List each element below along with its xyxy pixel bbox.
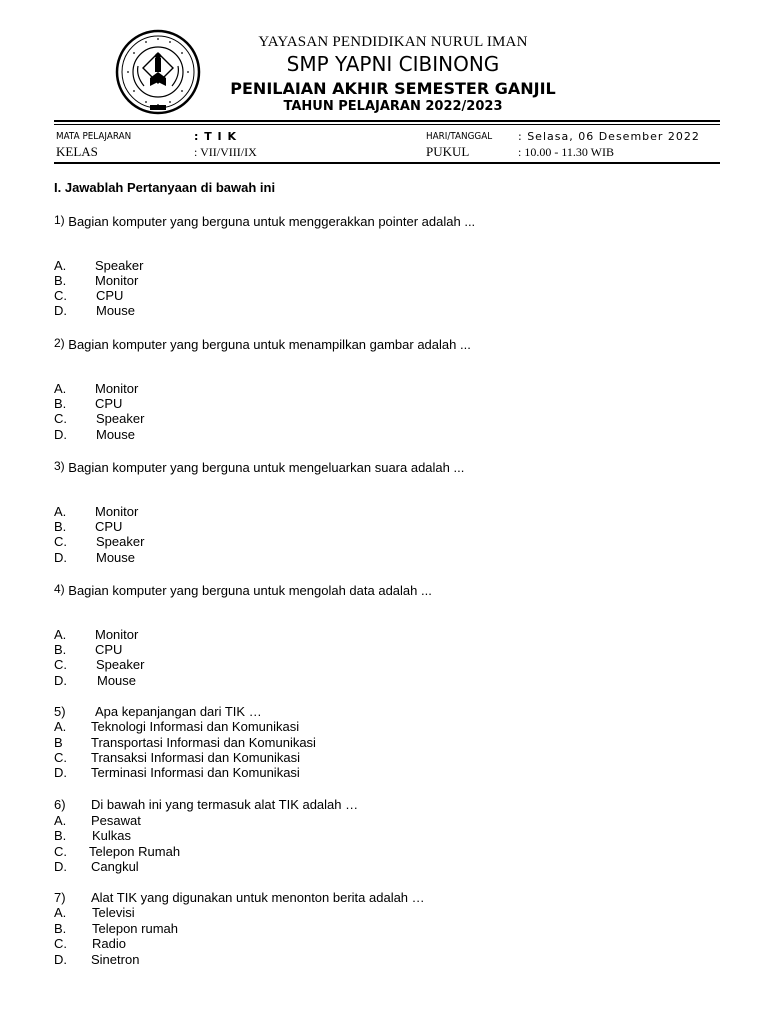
q5-option-c: Transaksi Informasi dan Komunikasi — [91, 750, 301, 765]
exam-title: PENILAIAN AKHIR SEMESTER GANJIL — [230, 79, 556, 98]
class-label: KELAS — [56, 144, 98, 159]
q6-option-b: Kulkas — [92, 828, 132, 843]
question-4: $^{4)}$ Bagian komputer yang berguna untuk mengolah data adalah ... — [54, 582, 432, 598]
q4-option-a: Monitor — [95, 627, 139, 642]
foundation-name: YAYASAN PENDIDIKAN NURUL IMAN — [258, 34, 528, 50]
q7-option-d: Sinetron — [91, 952, 140, 967]
q2-option-d: Mouse — [96, 427, 136, 442]
q3-option-c: Speaker — [96, 534, 145, 549]
q5-option-d-letter: D. — [54, 765, 67, 780]
q2-option-b: CPU — [95, 396, 123, 411]
q5-option-d: Terminasi Informasi dan Komunikasi — [91, 765, 300, 780]
subject-value: : T I K — [194, 130, 238, 143]
q3-option-c-letter: C. — [54, 534, 67, 549]
q6-option-b-letter: B. — [54, 828, 67, 843]
academic-year: TAHUN PELAJARAN 2022/2023 — [283, 99, 503, 114]
q6-option-a-letter: A. — [54, 813, 67, 828]
q1-option-d-letter: D. — [54, 303, 67, 318]
q4-option-b: CPU — [95, 642, 123, 657]
q4-option-d-letter: D. — [54, 673, 67, 688]
info-rule — [54, 162, 720, 164]
header-rule — [54, 120, 720, 125]
question-1: $^{1)}$ Bagian komputer yang berguna untuk menggerakkan pointer adalah ... — [54, 213, 476, 229]
q1-option-b-letter: B. — [54, 273, 67, 288]
q2-option-b-letter: B. — [54, 396, 67, 411]
question-7: Alat TIK yang digunakan untuk menonton berita adalah … — [91, 890, 425, 905]
q6-option-d-letter: D. — [54, 859, 67, 874]
q6-option-a: Pesawat — [91, 813, 141, 828]
q2-option-a: Monitor — [95, 381, 139, 396]
q3-option-a-letter: A. — [54, 504, 67, 519]
question-6-number: 6) — [54, 797, 66, 812]
q7-option-b-letter: B. — [54, 921, 67, 936]
q2-option-d-letter: D. — [54, 427, 67, 442]
q3-option-a: Monitor — [95, 504, 139, 519]
q1-option-a-letter: A. — [54, 258, 67, 273]
q7-option-c: Radio — [92, 936, 126, 951]
q1-option-d: Mouse — [96, 303, 136, 318]
q3-option-b-letter: B. — [54, 519, 67, 534]
q7-option-a-letter: A. — [54, 905, 67, 920]
class-value: : VII/VIII/IX — [194, 145, 257, 159]
q5-option-b: Transportasi Informasi dan Komunikasi — [91, 735, 316, 750]
subject-label: MATA PELAJARAN — [56, 131, 132, 142]
date-label: HARI/TANGGAL — [426, 131, 493, 142]
q4-option-d: Mouse — [97, 673, 137, 688]
q7-option-d-letter: D. — [54, 952, 67, 967]
q4-option-c: Speaker — [96, 657, 145, 672]
q7-option-c-letter: C. — [54, 936, 67, 951]
q2-option-c: Speaker — [96, 411, 145, 426]
date-value: : Selasa, 06 Desember 2022 — [518, 130, 700, 143]
q2-option-c-letter: C. — [54, 411, 67, 426]
q5-option-a-letter: A. — [54, 719, 67, 734]
question-6: Di bawah ini yang termasuk alat TIK adalah … — [91, 797, 359, 812]
q6-option-c-letter: C. — [54, 844, 67, 859]
time-value: : 10.00 - 11.30 WIB — [518, 145, 614, 159]
question-2: $^{2)}$ Bagian komputer yang berguna untuk menampilkan gambar adalah ... — [54, 336, 471, 352]
q5-option-b-letter: B — [54, 735, 63, 750]
question-7-number: 7) — [54, 890, 66, 905]
q3-option-b: CPU — [95, 519, 123, 534]
q6-option-c: Telepon Rumah — [89, 844, 181, 859]
question-5: Apa kepanjangan dari TIK … — [95, 704, 262, 719]
time-label: PUKUL — [426, 144, 470, 159]
q4-option-c-letter: C. — [54, 657, 67, 672]
q5-option-c-letter: C. — [54, 750, 67, 765]
q6-option-d: Cangkul — [91, 859, 139, 874]
school-logo — [114, 28, 202, 116]
q3-option-d: Mouse — [96, 550, 136, 565]
q5-option-a: Teknologi Informasi dan Komunikasi — [91, 719, 300, 734]
q7-option-a: Televisi — [92, 905, 135, 920]
q7-option-b: Telepon rumah — [92, 921, 178, 936]
question-5-number: 5) — [54, 704, 66, 719]
q4-option-b-letter: B. — [54, 642, 67, 657]
q4-option-a-letter: A. — [54, 627, 67, 642]
q2-option-a-letter: A. — [54, 381, 67, 396]
q1-option-c-letter: C. — [54, 288, 67, 303]
q1-option-c: CPU — [96, 288, 124, 303]
q1-option-b: Monitor — [95, 273, 139, 288]
q3-option-d-letter: D. — [54, 550, 67, 565]
section-title: I. Jawablah Pertanyaan di bawah ini — [54, 180, 276, 195]
question-3: $^{3)}$ Bagian komputer yang berguna untuk mengeluarkan suara adalah ... — [54, 459, 465, 475]
q1-option-a: Speaker — [95, 258, 144, 273]
school-name: SMP YAPNI CIBINONG — [286, 52, 500, 76]
